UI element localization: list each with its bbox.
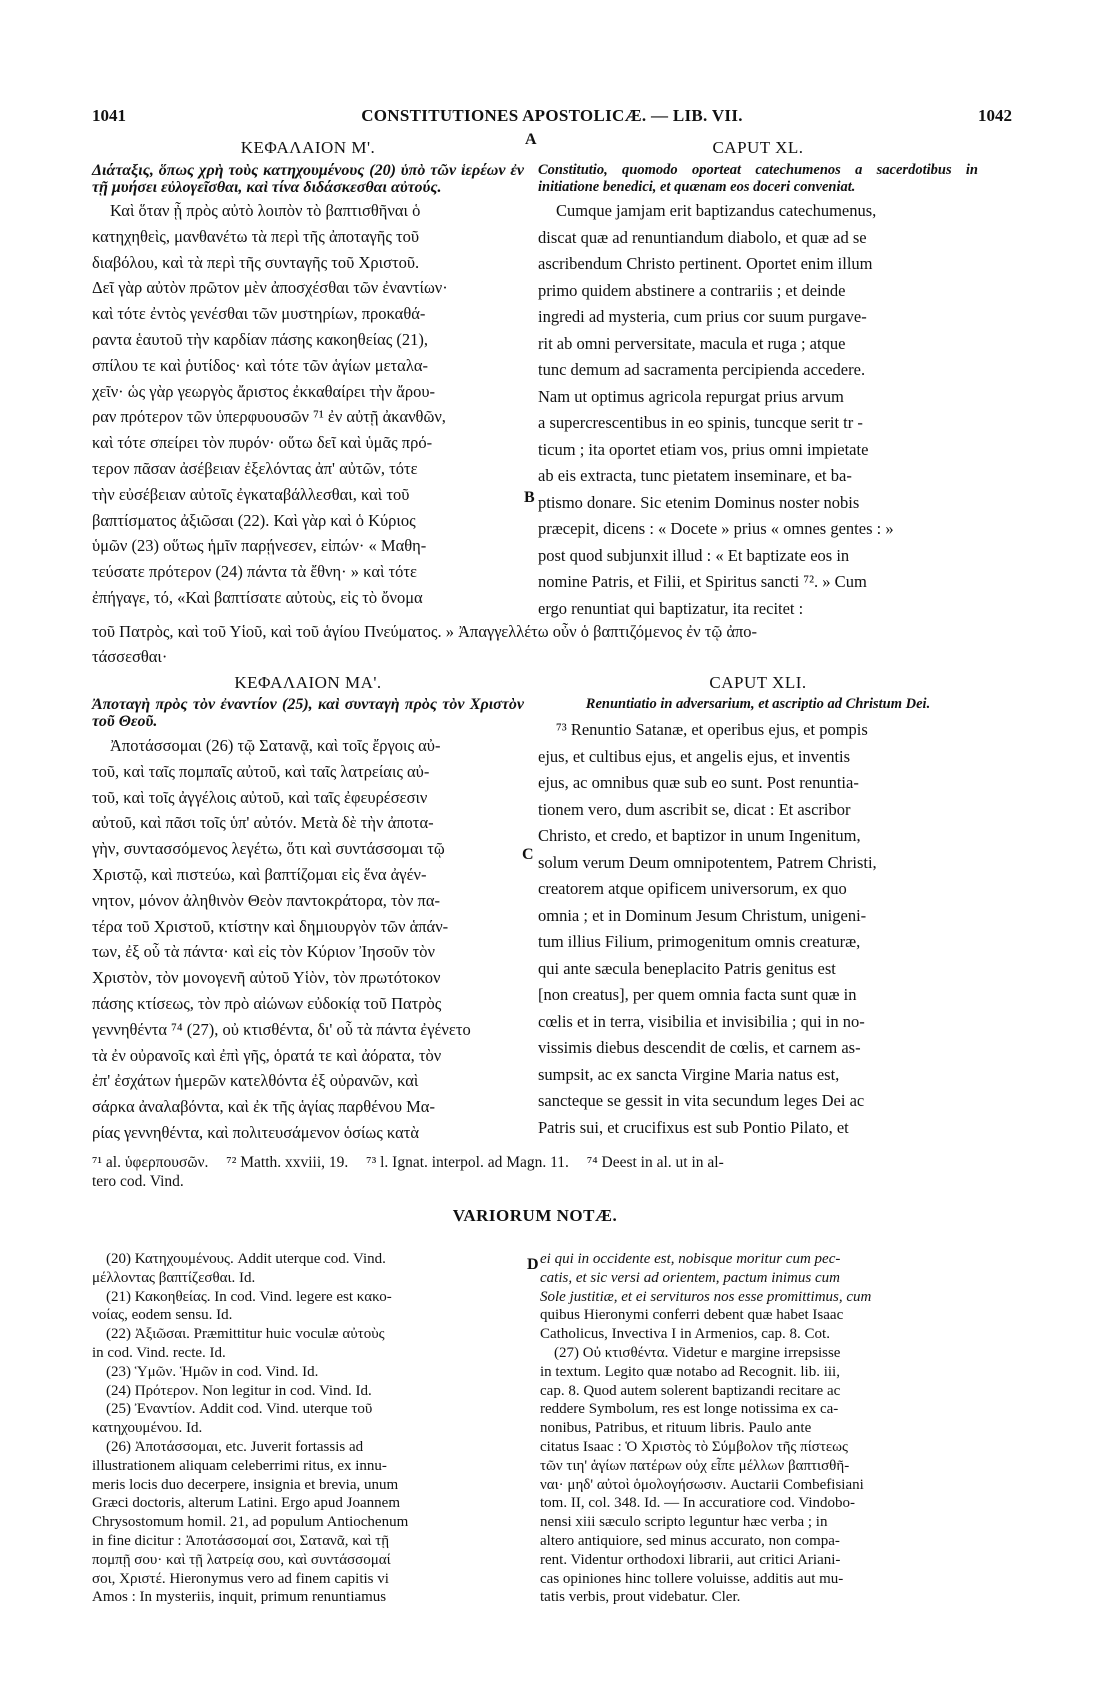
text-line: σπίλου τε καὶ ῥυτίδος· καὶ τότε τῶν ἁγίων μεταλα- bbox=[92, 355, 428, 375]
text-line: σάρκα ἀναλαβόντα, καὶ ἐκ τῆς ἁγίας παρθένου Μα- bbox=[92, 1097, 435, 1117]
margin-letter-c: C bbox=[522, 846, 534, 863]
text-line: Cumque jamjam erit baptizandus catechumenus, bbox=[556, 201, 877, 220]
note-line: cap. 8. Quod autem solerent baptizandi recitare ac bbox=[540, 1382, 841, 1399]
footnote: ⁷² Matth. xxviii, 19. bbox=[226, 1154, 349, 1171]
note-line: catis, et sic versi ad orientem, pactum inimus cum bbox=[540, 1269, 840, 1286]
footnote: ⁷³ l. Ignat. interpol. ad Magn. 11. bbox=[366, 1154, 569, 1171]
margin-letter-b: B bbox=[524, 489, 535, 506]
note-line: (27) Οὐ κτισθέντα. Videtur e margine irrepsisse bbox=[554, 1344, 841, 1361]
note-line: nonibus, Patribus, et rituum libris. Paulo ante bbox=[540, 1420, 812, 1437]
left-column-ch41 bbox=[92, 673, 524, 1146]
text-line: solum verum Deum omnipotentem, Patrem Christi, bbox=[538, 852, 877, 872]
text-line: αὐτοῦ, καὶ πᾶσι τοῖς ὑπ' αὐτόν. Μετὰ δὲ τὴν ἀποτα- bbox=[92, 813, 434, 833]
right-column-ch40 bbox=[538, 138, 978, 622]
text-line: κατηχηθεὶς, μανθανέτω τὰ περὶ τῆς ἀποταγῆς τοῦ bbox=[92, 226, 420, 246]
margin-letter-d: D bbox=[527, 1256, 539, 1273]
text-line: vissimis diebus descendit de cœlis, et carnem as- bbox=[538, 1038, 861, 1057]
note-line: rent. Videntur orthodoxi librarii, aut critici Ariani- bbox=[540, 1551, 841, 1568]
note-line: πομπῇ σου· καὶ τῇ λατρείᾳ σου, καὶ συντάσσομαί bbox=[92, 1551, 391, 1568]
chapter-summary-greek: Ἀποταγὴ πρὸς τὸν ἐναντίον (25), καὶ συνταγὴ πρὸς τὸν Χριστὸν τοῦ Θεοῦ. bbox=[92, 696, 524, 730]
text-line: ptismo donare. Sic etenim Dominus noster nobis bbox=[538, 492, 860, 512]
text-line: ticum ; ita oportet etiam vos, prius omni impietate bbox=[538, 439, 869, 459]
left-column-ch40 bbox=[92, 138, 524, 611]
note-line: (22) Ἀξιῶσαι. Præmittitur huic voculæ αὐτοὺς bbox=[106, 1326, 385, 1343]
text-line: νητον, μόνον ἀληθινὸν Θεὸν παντοκράτορα, τὸν πα- bbox=[92, 890, 440, 910]
text-line: Χριστῷ, καὶ πιστεύω, καὶ βαπτίζομαι εἰς ἕνα ἀγέν- bbox=[92, 864, 427, 884]
note-line: (20) Κατηχουμένους. Addit uterque cod. Vind. bbox=[106, 1251, 386, 1267]
note-line: tom. II, col. 348. Id. — In accuratiore cod. Vindobo- bbox=[540, 1495, 855, 1512]
variorum-right-column bbox=[540, 1250, 980, 1607]
text-line: nomine Patris, et Filii, et Spiritus sancti ⁷². » Cum bbox=[538, 572, 867, 591]
text-line: καὶ τότε σπείρει τὸν πυρόν· οὕτω δεῖ καὶ ὑμᾶς πρό- bbox=[92, 433, 433, 453]
text-line: primo quidem abstinere a contrariis ; et deinde bbox=[538, 280, 846, 300]
text-line: rit ab omni perversitate, macula et ruga ; atque bbox=[538, 333, 846, 353]
footnotes bbox=[92, 1171, 992, 1193]
note-line: (23) Ὑμῶν. Ἡμῶν in cod. Vind. Id. bbox=[106, 1363, 319, 1380]
chapter-heading-greek: ΚΕΦΑΛΑΙΟΝ Μ'. bbox=[240, 138, 376, 157]
chapter-summary-latin: Renuntiatio in adversarium, et ascriptio ad Christum Dei. bbox=[585, 696, 931, 712]
running-head bbox=[92, 106, 1012, 130]
chapter-heading-greek: ΚΕΦΑΛΑΙΟΝ ΜΑ'. bbox=[234, 673, 382, 692]
text-line: sancteque se gessit in vita secundum leges Dei ac bbox=[538, 1091, 865, 1110]
text-line: ejus, ac omnibus quæ sub eo sunt. Post renuntia- bbox=[538, 773, 859, 792]
text-line: Christo, et credo, et baptizor in unum Ingenitum, bbox=[538, 826, 861, 845]
footnote: ⁷⁴ Deest in al. ut in al- bbox=[586, 1154, 724, 1171]
note-line: ναι· μηδ' αὐτοὶ ὁμολογήσωσιν. Auctarii Combefisiani bbox=[540, 1476, 864, 1493]
text-line: ascribendum Christo pertinent. Oportet enim illum bbox=[538, 254, 873, 273]
text-line: ρίας γεννηθέντα, καὶ πολιτευσάμενον ὁσίως κατὰ bbox=[92, 1122, 420, 1142]
right-column-ch41 bbox=[538, 673, 978, 1141]
text-line: Καὶ ὅταν ᾖ πρὸς αὐτὸ λοιπὸν τὸ βαπτισθῆναι ὁ bbox=[110, 201, 421, 220]
text-line: creatorem atque opificem universorum, ex quo bbox=[538, 879, 847, 898]
chapter-heading-latin: CAPUT XL. bbox=[712, 138, 804, 157]
note-line: Catholicus, Invectiva I in Armenios, cap. 8. Cot. bbox=[540, 1326, 830, 1343]
text-line: Ἀποτάσσομαι (26) τῷ Σατανᾷ, καὶ τοῖς ἔργοις αὐ- bbox=[110, 736, 441, 755]
note-line: Chrysostomum homil. 21, ad populum Antiochenum bbox=[92, 1514, 409, 1531]
note-line: Græci doctoris, alterum Latini. Ergo apud Joannem bbox=[92, 1495, 400, 1512]
text-line: βαπτίσματος ἀξιῶσαι (22). Καὶ γὰρ καὶ ὁ Κύριος bbox=[92, 510, 416, 530]
note-line: reddere Symbolum, res est longe notissima ex ca- bbox=[540, 1401, 839, 1418]
text-line: τὴν εὐσέβειαν αὐτοῖς ἐγκαταβάλλεσθαι, καὶ τοῦ bbox=[92, 484, 410, 504]
text-line: ἐπήγαγε, τό, «Καὶ βαπτίσατε αὐτοὺς, εἰς τὸ ὄνομα bbox=[92, 587, 423, 607]
note-line: ei qui in occidente est, nobisque moritur cum pec- bbox=[540, 1251, 841, 1267]
text-line: ⁷³ Renuntio Satanæ, et operibus ejus, et pompis bbox=[556, 720, 868, 739]
variorum-left-column bbox=[92, 1250, 517, 1607]
text-line: præcepit, dicens : « Docete » prius « omnes gentes : » bbox=[538, 519, 894, 538]
running-title: CONSTITUTIONES APOSTOLICÆ. — LIB. VII. bbox=[361, 106, 743, 125]
text-line: ἐπ' ἐσχάτων ἡμερῶν κατελθόντα ἐξ οὐρανῶν, καὶ bbox=[92, 1071, 419, 1091]
text-line: χεῖν· ὡς γὰρ γεωργὸς ἄριστος ἐκκαθαίρει τὴν ἄρου- bbox=[92, 381, 435, 401]
chapter-text-greek bbox=[92, 198, 524, 611]
text-line: τερον πᾶσαν ἀσέβειαν ἐξελόντας ἀπ' αὐτῶν, τότε bbox=[92, 458, 418, 478]
note-line: σοι, Χριστέ. Hieronymus vero ad finem capitis vi bbox=[92, 1570, 389, 1587]
chapter-text-latin bbox=[538, 198, 978, 622]
note-line: Sole justitiæ, et ei servituros nos esse promittimus, cum bbox=[540, 1288, 872, 1305]
note-line: μέλλοντας βαπτίζεσθαι. Id. bbox=[92, 1269, 256, 1286]
text-line: Δεῖ γὰρ αὐτὸν πρῶτον μὲν ἀποσχέσθαι τῶν ἐναντίων· bbox=[92, 278, 448, 298]
note-line: in textum. Legito quæ notabo ad Recognit. lib. iii, bbox=[540, 1363, 840, 1380]
text-line: γὴν, συντασσόμενος λεγέτω, ὅτι καὶ συντάσσομαι τῷ bbox=[92, 839, 445, 859]
margin-letter-a: A bbox=[525, 131, 537, 148]
text-line: διαβόλου, καὶ τὰ περὶ τῆς συνταγῆς τοῦ Χριστοῦ. bbox=[92, 252, 420, 272]
text-line: tum illius Filium, primogenitum omnis creaturæ, bbox=[538, 932, 861, 951]
note-line: tatis verbis, prout videbatur. Cler. bbox=[540, 1589, 741, 1606]
note-line: in cod. Vind. recte. Id. bbox=[92, 1344, 226, 1361]
chapter-text-latin bbox=[538, 717, 978, 1141]
footnote: tero cod. Vind. bbox=[92, 1173, 184, 1190]
text-line: post quod subjunxit illud : « Et baptizate eos in bbox=[538, 545, 850, 565]
text-line: τὰ ἐν οὐρανοῖς καὶ ἐπὶ γῆς, ὁρατά τε καὶ ἀόρατα, τὸν bbox=[92, 1045, 442, 1065]
footnote: ⁷¹ al. ὑφερπουσῶν. bbox=[92, 1154, 209, 1171]
note-line: (24) Πρότερον. Non legitur in cod. Vind. Id. bbox=[106, 1382, 372, 1399]
text-line: Χριστὸν, τὸν μονογενῆ αὐτοῦ Υἱὸν, τὸν πρωτότοκον bbox=[92, 968, 441, 988]
text-line: πάσης κτίσεως, τὸν πρὸ αἰώνων εὐδοκίᾳ τοῦ Πατρὸς bbox=[92, 993, 442, 1013]
note-line: in fine dicitur : Ἀποτάσσομαί σοι, Σατανᾶ, καὶ τῇ bbox=[92, 1532, 390, 1549]
text-line: a supercrescentibus in eo spinis, tuncque serit tr - bbox=[538, 413, 863, 432]
text-line: Patris sui, et crucifixus est sub Pontio Pilato, et bbox=[538, 1117, 849, 1137]
chapter-text-greek bbox=[92, 733, 524, 1146]
text-line: omnia ; et in Dominum Jesum Christum, unigeni- bbox=[538, 905, 867, 925]
note-line: citatus Isaac : Ὁ Χριστὸς τὸ Σύμβολον τῆς πίστεως bbox=[540, 1438, 848, 1455]
note-line: illustrationem aliquam celeberrimi ritus, ex innu- bbox=[92, 1457, 387, 1474]
note-line: altero antiquiore, sed minus accurato, non compa- bbox=[540, 1532, 840, 1549]
text-line: γεννηθέντα ⁷⁴ (27), οὐ κτισθέντα, δι' οὗ τὰ πάντα ἐγένετο bbox=[92, 1019, 471, 1039]
text-line: tionem vero, dum ascribit se, dicat : Et ascribor bbox=[538, 799, 851, 819]
text-line: καὶ τότε ἐντὸς γενέσθαι τῶν μυστηρίων, προκαθά- bbox=[92, 304, 426, 324]
page-number-right: 1042 bbox=[978, 106, 1012, 125]
text-line: Nam ut optimus agricola repurgat prius arvum bbox=[538, 386, 844, 406]
chapter-summary-greek: Διάταξις, ὅπως χρὴ τοὺς κατηχουμένους (20) ὑπὸ τῶν ἱερέων ἐν τῇ μυήσει εὐλογεῖσθαι, καὶ τίνα διδάσκεσθαι αὐτούς. bbox=[92, 162, 524, 196]
fullwidth-line: τοῦ Πατρὸς, καὶ τοῦ Υἱοῦ, καὶ τοῦ ἁγίου Πνεύματος. » Ἀπαγγελλέτω οὖν ὁ βαπτιζόμενος ἐν τῷ ἀπο- bbox=[92, 622, 758, 641]
text-line: qui ante sæcula beneplacito Patris genitus est bbox=[538, 958, 836, 978]
text-line: τέρα τοῦ Χριστοῦ, κτίστην καὶ δημιουργὸν τῶν ἁπάν- bbox=[92, 916, 449, 936]
chapter-summary-latin: Constitutio, quomodo oporteat catechumenos a sacerdotibus in initiatione benedici, et quænam eos doceri conveniat. bbox=[538, 162, 978, 195]
note-line: Amos : In mysteriis, inquit, primum renuntiamus bbox=[92, 1589, 387, 1606]
text-line: sumpsit, ac ex sancta Virgine Maria natus est, bbox=[538, 1064, 840, 1084]
text-line: tunc demum ad sacramenta percipienda accedere. bbox=[538, 360, 866, 379]
text-line: cœlis et in terra, visibilia et invisibilia ; qui in no- bbox=[538, 1011, 865, 1031]
note-line: nensi xiii sæculo scripto leguntur hæc verba ; in bbox=[540, 1514, 828, 1531]
note-line: meris locis duo decerpere, insignia et brevia, unum bbox=[92, 1476, 399, 1493]
note-line: (25) Ἐναντίον. Addit cod. Vind. uterque τοῦ bbox=[106, 1401, 373, 1418]
text-line: τεύσατε πρότερον (24) πάντα τὰ ἔθνη· » καὶ τότε bbox=[92, 562, 417, 582]
text-line: ραντα ἑαυτοῦ τὴν καρδίαν πάσης κακοηθείας (21), bbox=[92, 329, 428, 349]
chapter-heading-latin: CAPUT XLI. bbox=[709, 673, 807, 692]
text-line: discat quæ ad renuntiandum diabolo, et quæ ad se bbox=[538, 227, 867, 247]
fullwidth-line: τάσσεσθαι· bbox=[92, 647, 168, 666]
text-line: ραν πρότερον τῶν ὑπερφυουσῶν ⁷¹ ἐν αὐτῇ ἀκανθῶν, bbox=[92, 407, 446, 427]
text-line: ὑμῶν (23) οὕτως ἡμῖν παρῄνεσεν, εἰπών· « Μαθη- bbox=[92, 536, 427, 556]
text-line: τοῦ, καὶ τοῖς ἀγγέλοις αὐτοῦ, καὶ ταῖς ἐφευρέσεσιν bbox=[92, 787, 428, 807]
note-line: τῶν τιη' ἁγίων πατέρων οὐχ εἶπε μέλλων βαπτισθῆ- bbox=[540, 1457, 850, 1474]
note-line: (21) Κακοηθείας. In cod. Vind. legere est κακο- bbox=[106, 1288, 392, 1305]
text-line: ab eis extracta, tunc pietatem inseminare, et ba- bbox=[538, 466, 852, 485]
note-line: quibus Hieronymi conferri debent quæ habet Isaac bbox=[540, 1307, 844, 1324]
note-line: κατηχουμένου. Id. bbox=[92, 1420, 203, 1437]
variorum-title: VARIORUM NOTÆ. bbox=[452, 1206, 618, 1225]
text-line: των, ἐξ οὗ τὰ πάντα· καὶ εἰς τὸν Κύριον Ἰησοῦν τὸν bbox=[92, 942, 435, 962]
text-line: [non creatus], per quem omnia facta sunt quæ in bbox=[538, 985, 857, 1004]
text-line: ergo renuntiat qui baptizatur, ita recitet : bbox=[538, 598, 804, 618]
note-line: νοίας, eodem sensu. Id. bbox=[92, 1307, 233, 1324]
text-line: τοῦ, καὶ ταῖς πομπαῖς αὐτοῦ, καὶ ταῖς λατρείαις αὐ- bbox=[92, 761, 430, 781]
note-line: cas opiniones hinc tollere voluisse, additis aut mu- bbox=[540, 1570, 844, 1587]
page-number-left: 1041 bbox=[92, 106, 126, 125]
text-line: ejus, et cultibus ejus, et angelis ejus, et inventis bbox=[538, 746, 851, 766]
text-line: ingredi ad mysteria, cum prius cor suum purgave- bbox=[538, 307, 867, 326]
note-line: (26) Ἀποτάσσομαι, etc. Juverit fortassis ad bbox=[106, 1438, 364, 1455]
